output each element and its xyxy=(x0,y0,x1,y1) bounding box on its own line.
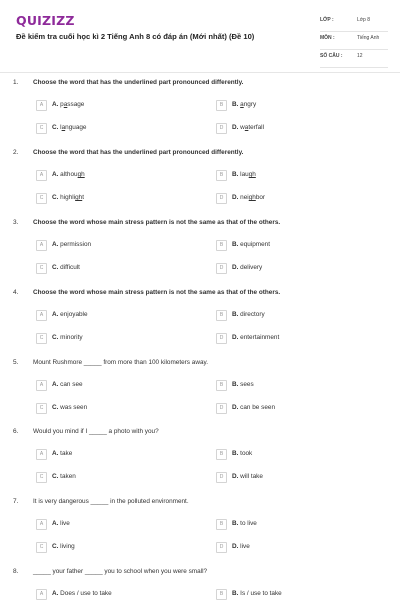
option-label: A. xyxy=(52,590,61,597)
option-text-start: w xyxy=(240,124,245,131)
option-text xyxy=(52,404,87,411)
option-text-start: difficult xyxy=(60,264,80,271)
option-letter-box: D xyxy=(216,472,227,483)
meta-value: Tiếng Anh xyxy=(357,35,380,41)
option-label: A. xyxy=(52,241,61,248)
question-text: It is very dangerous _____ in the polluted environment. xyxy=(33,498,189,505)
option-text-start: p xyxy=(60,101,64,108)
option-text-start: delivery xyxy=(240,264,263,271)
question-text: _____ your father _____ you to school when you were small? xyxy=(33,568,208,575)
option-label: C. xyxy=(52,473,61,480)
option-text-start: highli xyxy=(60,194,76,201)
option-text-start: l xyxy=(60,124,62,131)
option-text xyxy=(232,450,252,457)
option-text-start: sees xyxy=(240,381,254,388)
option-text-end: ngry xyxy=(243,101,257,108)
option-text xyxy=(232,101,256,108)
question-text: Would you mind if I _____ a photo with you? xyxy=(33,428,159,435)
option-text-start: equipment xyxy=(240,241,271,248)
option-label: B. xyxy=(232,590,241,597)
option-label: B. xyxy=(232,241,241,248)
option-text xyxy=(52,124,86,131)
question-number: 1. xyxy=(13,79,19,86)
option-text xyxy=(232,520,257,527)
meta-key: SỐ CÂU : xyxy=(320,53,343,59)
option-letter-box: B xyxy=(216,310,227,321)
option-label: A. xyxy=(52,520,61,527)
option-label: D. xyxy=(232,194,241,201)
option-text xyxy=(52,171,85,178)
option-label: A. xyxy=(52,101,61,108)
question-number: 8. xyxy=(13,568,19,575)
option-label: B. xyxy=(232,520,241,527)
underlined-part: a xyxy=(61,124,66,131)
question-number: 3. xyxy=(13,219,19,226)
question-number: 2. xyxy=(13,149,19,156)
option-letter-box: D xyxy=(216,123,227,134)
option-label: A. xyxy=(52,311,61,318)
option-letter-box: B xyxy=(216,519,227,530)
option-text-start: to live xyxy=(240,520,257,527)
option-label: B. xyxy=(232,381,241,388)
option-text xyxy=(232,194,265,201)
underlined-part: gh xyxy=(248,194,256,201)
option-text-start: can be seen xyxy=(240,404,275,411)
question-text: Choose the word whose main stress pattern is not the same as that of the others. xyxy=(33,289,281,296)
question-number: 7. xyxy=(13,498,19,505)
meta-row-class xyxy=(320,14,388,32)
option-text xyxy=(52,450,72,457)
option-text-end: bor xyxy=(255,194,266,201)
underlined-part: gh xyxy=(248,171,256,178)
underlined-part: gh xyxy=(75,194,83,201)
meta-row-question-count xyxy=(320,50,388,68)
option-text xyxy=(232,264,262,271)
option-letter-box: A xyxy=(36,240,47,251)
option-letter-box: A xyxy=(36,449,47,460)
option-text-end: t xyxy=(82,194,84,201)
option-text-start: living xyxy=(60,543,75,550)
option-label: A. xyxy=(52,450,61,457)
option-label: C. xyxy=(52,334,61,341)
option-text xyxy=(52,381,83,388)
underlined-part: a xyxy=(63,101,68,108)
option-label: D. xyxy=(232,334,241,341)
option-letter-box: D xyxy=(216,193,227,204)
option-text xyxy=(52,101,84,108)
option-text-start: permission xyxy=(60,241,92,248)
option-text-start: taken xyxy=(60,473,76,480)
option-label: C. xyxy=(52,194,61,201)
option-text-start: will take xyxy=(240,473,263,480)
underlined-part: a xyxy=(240,101,244,108)
option-text-start: directory xyxy=(240,311,265,318)
option-text-start: nei xyxy=(240,194,249,201)
option-text xyxy=(52,264,80,271)
option-label: D. xyxy=(232,264,241,271)
option-text xyxy=(52,590,112,597)
meta-row-subject xyxy=(320,32,388,50)
option-letter-box: B xyxy=(216,170,227,181)
option-letter-box: C xyxy=(36,403,47,414)
option-text-end: terfall xyxy=(248,124,264,131)
option-text xyxy=(52,241,91,248)
option-text xyxy=(52,473,76,480)
option-label: B. xyxy=(232,101,241,108)
document-title: Đề kiểm tra cuối học kì 2 Tiếng Anh 8 có đáp án (Mới nhất) (Đề 10) xyxy=(16,32,255,41)
option-text xyxy=(232,334,279,341)
option-letter-box: A xyxy=(36,589,47,600)
option-letter-box: D xyxy=(216,542,227,553)
question-number: 4. xyxy=(13,289,19,296)
option-label: B. xyxy=(232,311,241,318)
option-text-end: ssage xyxy=(67,101,85,108)
option-letter-box: D xyxy=(216,333,227,344)
option-letter-box: C xyxy=(36,333,47,344)
meta-value: Lớp 8 xyxy=(357,17,371,23)
option-text-start: can see xyxy=(60,381,83,388)
option-label: B. xyxy=(232,171,241,178)
option-label: C. xyxy=(52,543,61,550)
underlined-part: gh xyxy=(77,171,85,178)
option-text xyxy=(52,194,84,201)
option-text xyxy=(232,311,265,318)
option-text xyxy=(232,171,256,178)
option-letter-box: C xyxy=(36,193,47,204)
option-text xyxy=(232,241,270,248)
option-text-start: live xyxy=(240,543,250,550)
option-text-start: was seen xyxy=(60,404,88,411)
option-letter-box: C xyxy=(36,123,47,134)
option-label: D. xyxy=(232,404,241,411)
option-text-start: enjoyable xyxy=(60,311,88,318)
option-letter-box: B xyxy=(216,100,227,111)
option-label: B. xyxy=(232,450,241,457)
option-text-start: live xyxy=(60,520,70,527)
option-letter-box: B xyxy=(216,449,227,460)
option-label: A. xyxy=(52,171,61,178)
worksheet-header xyxy=(0,0,400,73)
question-text: Choose the word that has the underlined part pronounced differently. xyxy=(33,149,244,156)
question-number: 5. xyxy=(13,359,19,366)
option-text xyxy=(232,404,275,411)
option-text xyxy=(232,473,263,480)
option-text xyxy=(52,311,88,318)
option-text xyxy=(232,543,250,550)
option-label: C. xyxy=(52,124,61,131)
option-label: A. xyxy=(52,381,61,388)
option-letter-box: A xyxy=(36,170,47,181)
option-text-start: entertainment xyxy=(240,334,280,341)
option-text xyxy=(232,590,282,597)
option-letter-box: A xyxy=(36,519,47,530)
option-text-start: Does / use to take xyxy=(60,590,112,597)
quizizz-logo: QUIZIZZ xyxy=(16,13,75,28)
meta-value: 12 xyxy=(357,53,363,59)
option-letter-box: A xyxy=(36,100,47,111)
option-text-start: lau xyxy=(240,171,249,178)
underlined-part: a xyxy=(244,124,249,131)
question-text: Choose the word whose main stress pattern is not the same as that of the others. xyxy=(33,219,281,226)
option-text-start: took xyxy=(240,450,253,457)
option-text-start: minority xyxy=(60,334,83,341)
meta-key: LỚP : xyxy=(320,17,334,23)
option-label: D. xyxy=(232,543,241,550)
option-letter-box: C xyxy=(36,542,47,553)
option-text-start: althou xyxy=(60,171,78,178)
option-letter-box: D xyxy=(216,403,227,414)
option-label: D. xyxy=(232,124,241,131)
option-letter-box: C xyxy=(36,263,47,274)
option-letter-box: C xyxy=(36,472,47,483)
option-letter-box: A xyxy=(36,310,47,321)
option-text-start: take xyxy=(60,450,73,457)
option-text-start: Is / use to take xyxy=(240,590,282,597)
option-label: C. xyxy=(52,404,61,411)
option-text-end: nguage xyxy=(65,124,87,131)
option-letter-box: A xyxy=(36,380,47,391)
meta-key: MÔN : xyxy=(320,35,335,41)
option-letter-box: B xyxy=(216,589,227,600)
option-text xyxy=(232,381,254,388)
option-letter-box: B xyxy=(216,380,227,391)
meta-table xyxy=(320,14,388,68)
option-text xyxy=(232,124,264,131)
option-letter-box: D xyxy=(216,263,227,274)
option-text xyxy=(52,334,83,341)
option-label: D. xyxy=(232,473,241,480)
option-text xyxy=(52,543,75,550)
question-text: Choose the word that has the underlined part pronounced differently. xyxy=(33,79,244,86)
option-label: C. xyxy=(52,264,61,271)
option-text xyxy=(52,520,70,527)
question-text: Mount Rushmore _____ from more than 100 kilometers away. xyxy=(33,359,208,366)
question-number: 6. xyxy=(13,428,19,435)
option-letter-box: B xyxy=(216,240,227,251)
